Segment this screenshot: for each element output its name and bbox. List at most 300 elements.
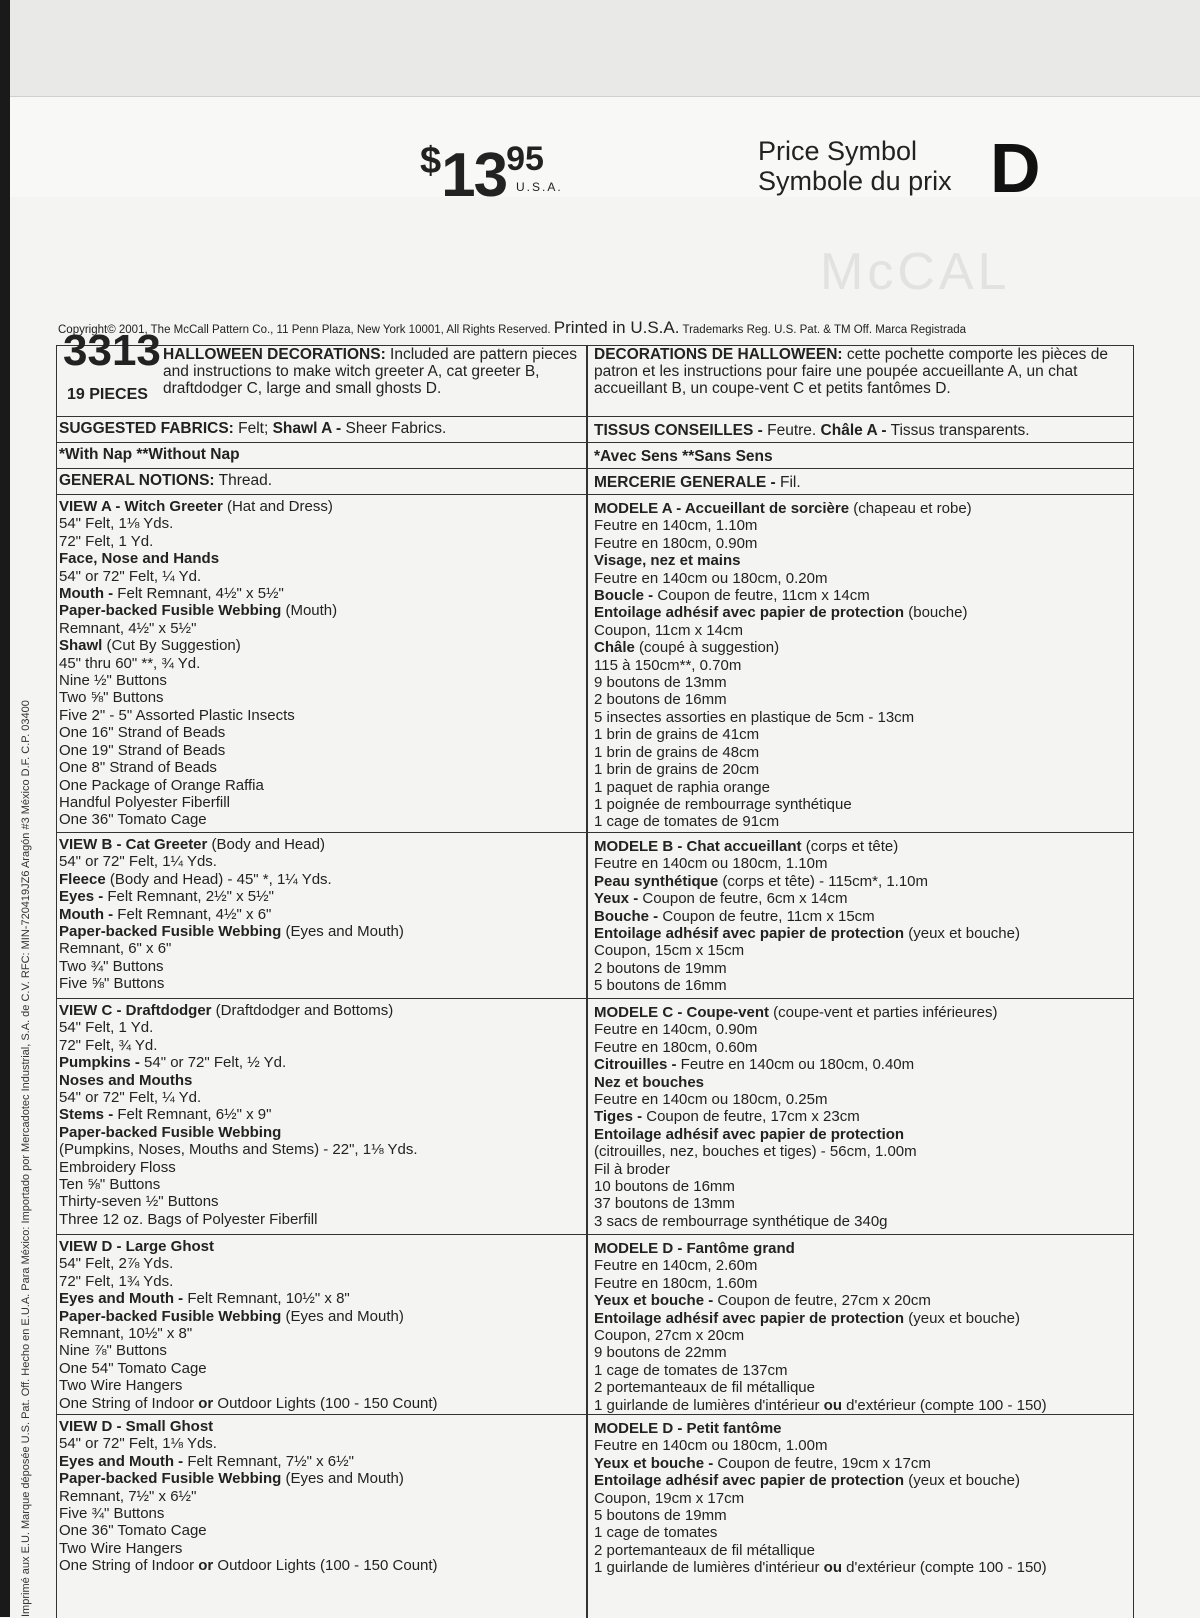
requirement-text: 5 boutons de 16mm xyxy=(594,977,727,995)
requirement-line xyxy=(594,1091,1129,1108)
requirement-line xyxy=(594,873,1129,890)
requirement-line xyxy=(59,1273,579,1290)
requirement-text: (coupé à suggestion) xyxy=(634,639,780,657)
requirement-bold: MODELE C - Coupe-vent xyxy=(594,1004,769,1021)
requirement-line xyxy=(594,1420,1129,1437)
requirement-bold: Citrouilles - xyxy=(594,1056,677,1074)
requirement-bold: ou xyxy=(823,1559,842,1577)
requirement-line xyxy=(59,1540,579,1557)
notions-row xyxy=(57,468,1133,495)
requirement-text: (bouche) xyxy=(904,604,968,622)
view-d-small-en xyxy=(57,1418,579,1575)
requirement-text: 3 sacs de rembourrage synthétique de 340g xyxy=(594,1212,888,1230)
requirement-line xyxy=(59,689,579,706)
requirement-line xyxy=(59,533,579,550)
requirement-line xyxy=(59,1037,579,1054)
requirement-bold: VIEW B - Cat Greeter xyxy=(59,836,208,853)
requirement-line xyxy=(594,744,1129,761)
nap-en: *With Nap **Without Nap xyxy=(59,446,240,463)
requirement-text: 1 guirlande de lumières d'intérieur xyxy=(594,1559,824,1577)
requirement-line xyxy=(59,1019,579,1036)
requirement-line xyxy=(594,517,1129,534)
requirement-text: 72" Felt, 1 Yd. xyxy=(59,532,154,550)
requirement-line xyxy=(594,1161,1129,1178)
requirement-line xyxy=(59,1557,579,1574)
requirement-bold: Entoilage adhésif avec papier de protection xyxy=(594,1472,905,1490)
requirement-line xyxy=(594,1490,1129,1507)
header-body-fr: cette pochette comporte les pièces de patron et les instructions pour faire une poupée accueillante A, un chat accueillant B, un coupe-vent C et petits fantômes D. xyxy=(594,346,1108,397)
fabrics-en xyxy=(57,420,579,437)
requirement-line xyxy=(594,908,1129,925)
requirement-text: (Eyes and Mouth) xyxy=(281,923,404,941)
requirement-text: (Eyes and Mouth) xyxy=(281,1470,404,1488)
requirement-line xyxy=(59,1325,579,1342)
requirement-bold: Entoilage adhésif avec papier de protection xyxy=(594,1309,905,1327)
requirement-text: 45" thru 60" **, ¾ Yd. xyxy=(59,654,201,672)
requirement-line xyxy=(59,1054,579,1071)
price-tag xyxy=(420,140,563,211)
requirement-text: 1 paquet de raphia orange xyxy=(594,778,770,796)
requirement-text: 54" or 72" Felt, ¼ Yd. xyxy=(59,567,202,585)
requirement-text: (Body and Head) - 45" *, 1¼ Yds. xyxy=(105,870,332,888)
requirement-line xyxy=(594,657,1129,674)
requirement-line xyxy=(59,1377,579,1394)
requirement-text: Outdoor Lights (100 - 150 Count) xyxy=(213,1557,438,1575)
price-symbol-en: Price Symbol xyxy=(758,136,918,166)
requirement-text: Feutre en 140cm ou 180cm, 0.40m xyxy=(676,1056,915,1074)
show-through-logo: McCAL xyxy=(820,243,1011,301)
requirement-text: 1 cage de tomates xyxy=(594,1524,718,1542)
requirement-bold: Peau synthétique xyxy=(594,872,719,890)
requirement-text: (citrouilles, nez, bouches et tiges) - 56cm, 1.00m xyxy=(594,1143,917,1161)
requirement-line xyxy=(59,759,579,776)
requirement-bold: VIEW A - Witch Greeter xyxy=(59,498,223,515)
requirement-line xyxy=(59,585,579,602)
price-country: U.S.A. xyxy=(516,180,563,194)
requirement-line xyxy=(594,1397,1129,1414)
requirement-line xyxy=(594,1039,1129,1056)
requirement-line xyxy=(59,1453,579,1470)
requirement-line xyxy=(59,1211,579,1228)
scan-edge xyxy=(0,0,10,1617)
requirement-bold: Entoilage adhésif avec papier de protection xyxy=(594,1125,905,1143)
requirement-text: One String of Indoor xyxy=(59,1557,199,1575)
requirement-line xyxy=(59,1360,579,1377)
requirement-bold: Noses and Mouths xyxy=(59,1071,193,1089)
requirement-line xyxy=(59,1488,579,1505)
requirement-text: Nine ⅞" Buttons xyxy=(59,1342,167,1360)
requirement-text: (corps et tête) - 115cm*, 1.10m xyxy=(718,872,929,890)
pattern-number: 3313 xyxy=(63,326,161,375)
requirement-line xyxy=(59,1308,579,1325)
requirement-line xyxy=(594,1240,1129,1257)
requirement-text: One 19" Strand of Beads xyxy=(59,741,226,759)
requirement-bold: Mouth - xyxy=(59,585,114,603)
requirement-text: (Cut By Suggestion) xyxy=(102,637,241,655)
requirement-text: Remnant, 10½" x 8" xyxy=(59,1325,193,1343)
requirement-bold: VIEW C - Draftdodger xyxy=(59,1002,212,1019)
requirement-line xyxy=(594,1379,1129,1396)
requirement-bold: Paper-backed Fusible Webbing xyxy=(59,1307,282,1325)
requirement-line xyxy=(59,1089,579,1106)
requirement-text: 54" or 72" Felt, ½ Yd. xyxy=(139,1054,287,1072)
requirement-line xyxy=(594,1074,1129,1091)
price-symbol-fr: Symbole du prix xyxy=(758,166,952,196)
requirement-bold: Paper-backed Fusible Webbing xyxy=(59,1123,282,1141)
requirement-text: Coupon de feutre, 11cm x 15cm xyxy=(658,907,875,925)
requirement-line xyxy=(59,871,579,888)
shawl-label-fr: Châle A - xyxy=(820,422,887,439)
requirement-bold: Pumpkins - xyxy=(59,1054,140,1072)
requirement-text: 2 portemanteaux de fil métallique xyxy=(594,1379,815,1397)
requirement-bold: Fleece xyxy=(59,870,106,888)
requirement-bold: Mouth - xyxy=(59,905,114,923)
requirement-line xyxy=(59,1395,579,1412)
requirement-line xyxy=(594,1455,1129,1472)
nap-row xyxy=(57,442,1133,469)
requirement-line xyxy=(594,1004,1129,1021)
requirement-text: 1 poignée de rembourrage synthétique xyxy=(594,795,852,813)
requirement-line xyxy=(59,923,579,940)
requirement-line xyxy=(59,655,579,672)
requirement-bold: Eyes - xyxy=(59,888,104,906)
requirement-text: 37 boutons de 13mm xyxy=(594,1195,735,1213)
requirement-text: Ten ⅝" Buttons xyxy=(59,1176,161,1194)
requirement-line xyxy=(59,742,579,759)
requirement-text: Thirty-seven ½" Buttons xyxy=(59,1193,219,1211)
printed-in: Printed in U.S.A. xyxy=(553,318,680,337)
requirement-text: 1 cage de tomates de 137cm xyxy=(594,1361,788,1379)
requirement-line xyxy=(594,709,1129,726)
requirement-text: Coupon, 11cm x 14cm xyxy=(594,621,743,639)
requirement-text: Feutre en 140cm ou 180cm, 0.25m xyxy=(594,1091,828,1109)
requirement-text: (Draftdodger and Bottoms) xyxy=(211,1002,394,1019)
requirement-text: (yeux et bouche) xyxy=(904,1309,1020,1327)
requirement-line xyxy=(59,940,579,957)
requirement-text: (Body and Head) xyxy=(207,836,325,853)
requirement-line xyxy=(59,515,579,532)
requirement-text: (Pumpkins, Noses, Mouths and Stems) - 22", 1⅛ Yds. xyxy=(59,1141,418,1159)
requirement-text: Coupon de feutre, 6cm x 14cm xyxy=(638,890,848,908)
price-cents: 95 xyxy=(506,140,544,178)
requirement-line xyxy=(59,1176,579,1193)
requirement-line xyxy=(594,1126,1129,1143)
view-d-small-fr xyxy=(594,1420,1129,1577)
requirement-line xyxy=(594,535,1129,552)
requirement-text: (coupe-vent et parties inférieures) xyxy=(769,1004,998,1021)
price-currency: $ xyxy=(420,140,442,182)
requirement-text: Nine ½" Buttons xyxy=(59,672,167,690)
requirement-line xyxy=(59,672,579,689)
header-fr xyxy=(594,346,1129,397)
requirement-text: One 36" Tomato Cage xyxy=(59,811,207,829)
requirement-text: Two ¾" Buttons xyxy=(59,957,164,975)
requirement-text: One 8" Strand of Beads xyxy=(59,759,217,777)
requirement-text: 115 à 150cm**, 0.70m xyxy=(594,656,742,674)
requirement-text: Feutre en 140cm, 2.60m xyxy=(594,1257,758,1275)
requirement-line xyxy=(594,639,1129,656)
requirement-bold: Shawl xyxy=(59,637,103,655)
shawl-value-en: Sheer Fabrics. xyxy=(341,420,447,437)
requirement-text: Coupon, 27cm x 20cm xyxy=(594,1327,745,1345)
requirement-line xyxy=(59,724,579,741)
requirement-line xyxy=(59,1435,579,1452)
requirement-line xyxy=(594,890,1129,907)
requirement-line xyxy=(594,813,1129,830)
requirement-text: Remnant, 7½" x 6½" xyxy=(59,1487,197,1505)
requirement-text: Two Wire Hangers xyxy=(59,1539,183,1557)
shawl-value-fr: Tissus transparents. xyxy=(886,422,1030,439)
requirement-bold: Paper-backed Fusible Webbing xyxy=(59,923,282,941)
requirement-text: Fil à broder xyxy=(594,1160,670,1178)
price-dollars: 13 xyxy=(441,141,507,210)
header-body-en: Included are pattern pieces and instructions to make witch greeter A, cat greeter B, draftdodger C, large and small ghosts D. xyxy=(163,346,578,397)
requirement-line xyxy=(594,726,1129,743)
requirement-line xyxy=(59,1470,579,1487)
requirement-bold: Paper-backed Fusible Webbing xyxy=(59,602,282,620)
requirement-text: Felt Remnant, 7½" x 6½" xyxy=(183,1452,354,1470)
requirement-line xyxy=(594,855,1129,872)
requirement-text: One 16" Strand of Beads xyxy=(59,724,226,742)
requirement-text: Two Wire Hangers xyxy=(59,1377,183,1395)
requirement-line xyxy=(59,707,579,724)
view-d-large-row xyxy=(57,1234,1133,1415)
requirement-text: 2 boutons de 16mm xyxy=(594,691,727,709)
requirement-line xyxy=(59,1106,579,1123)
requirement-text: Feutre en 140cm ou 180cm, 1.10m xyxy=(594,855,828,873)
requirement-text: 9 boutons de 22mm xyxy=(594,1344,727,1362)
fabrics-label-fr: TISSUS CONSEILLES - xyxy=(594,422,763,439)
view-b-fr xyxy=(594,838,1129,995)
requirement-line xyxy=(594,1275,1129,1292)
requirement-line xyxy=(59,853,579,870)
requirement-bold: Nez et bouches xyxy=(594,1073,705,1091)
notions-label-en: GENERAL NOTIONS: xyxy=(59,472,215,489)
requirement-text: Felt Remnant, 10½" x 8" xyxy=(183,1290,350,1308)
view-a-fr xyxy=(594,500,1129,831)
requirement-line xyxy=(59,1342,579,1359)
requirement-line xyxy=(59,777,579,794)
requirement-text: 5 boutons de 19mm xyxy=(594,1507,727,1525)
view-c-fr xyxy=(594,1004,1129,1230)
requirement-text: 9 boutons de 13mm xyxy=(594,674,727,692)
view-d-small-row xyxy=(57,1414,1133,1618)
requirement-bold: Visage, nez et mains xyxy=(594,552,741,570)
requirement-text: Feutre en 180cm, 1.60m xyxy=(594,1274,758,1292)
requirement-bold: Yeux - xyxy=(594,890,639,908)
requirement-line xyxy=(59,550,579,567)
requirement-text: Five ⅝" Buttons xyxy=(59,975,165,993)
requirement-line xyxy=(594,500,1129,517)
requirement-line xyxy=(594,1178,1129,1195)
requirement-text: 54" or 72" Felt, ¼ Yd. xyxy=(59,1089,202,1107)
requirement-text: Handful Polyester Fiberfill xyxy=(59,793,230,811)
requirement-text: Two ⅝" Buttons xyxy=(59,689,164,707)
requirement-text: Felt Remnant, 4½" x 6" xyxy=(113,905,272,923)
requirement-text: Felt Remnant, 2½" x 5½" xyxy=(103,888,274,906)
requirement-text: Embroidery Floss xyxy=(59,1158,176,1176)
copyright-text: Copyright© 2001, The McCall Pattern Co., 11 Penn Plaza, New York 10001, All Rights Reserved. xyxy=(58,324,551,336)
requirement-text: One 36" Tomato Cage xyxy=(59,1522,207,1540)
requirement-line xyxy=(594,1559,1129,1576)
requirement-line xyxy=(594,1437,1129,1454)
requirement-line xyxy=(594,604,1129,621)
requirement-bold: Boucle - xyxy=(594,587,654,605)
requirement-line xyxy=(594,925,1129,942)
requirement-text: 72" Felt, ¾ Yd. xyxy=(59,1036,158,1054)
requirement-bold: Eyes and Mouth - xyxy=(59,1290,184,1308)
requirement-text: d'extérieur (compte 100 - 150) xyxy=(842,1559,1047,1577)
requirement-bold: Eyes and Mouth - xyxy=(59,1452,184,1470)
requirement-line xyxy=(59,1124,579,1141)
requirement-text: Coupon, 19cm x 17cm xyxy=(594,1489,745,1507)
requirement-text: 54" or 72" Felt, 1¼ Yds. xyxy=(59,853,217,871)
requirement-line xyxy=(59,1238,579,1255)
requirement-bold: Châle xyxy=(594,639,635,657)
requirement-line xyxy=(59,1290,579,1307)
requirement-bold: MODELE D - Petit fantôme xyxy=(594,1420,782,1437)
notions-en xyxy=(57,472,579,489)
requirement-text: One Package of Orange Raffia xyxy=(59,776,264,794)
notions-value-en: Thread. xyxy=(214,472,273,489)
requirement-line xyxy=(59,1418,579,1435)
requirement-line xyxy=(594,1257,1129,1274)
requirement-line xyxy=(594,838,1129,855)
requirement-bold: VIEW D - Large Ghost xyxy=(59,1238,215,1255)
requirement-line xyxy=(594,1507,1129,1524)
requirement-line xyxy=(594,1021,1129,1038)
requirement-text: (corps et tête) xyxy=(801,838,899,855)
requirement-line xyxy=(594,1143,1129,1160)
fabrics-label-en: SUGGESTED FABRICS: xyxy=(59,420,234,437)
requirement-text: d'extérieur (compte 100 - 150) xyxy=(842,1396,1047,1414)
requirement-text: (Mouth) xyxy=(281,602,338,620)
requirement-text: Coupon de feutre, 11cm x 14cm xyxy=(653,587,870,605)
requirement-bold: ou xyxy=(823,1396,842,1414)
fabrics-fr xyxy=(594,422,1129,439)
requirement-text: 54" Felt, 2⅞ Yds. xyxy=(59,1255,174,1273)
copyright-line xyxy=(58,318,966,338)
requirement-line xyxy=(594,674,1129,691)
notions-fr xyxy=(594,474,1129,491)
requirement-bold: Entoilage adhésif avec papier de protection xyxy=(594,925,905,943)
view-c-row xyxy=(57,998,1133,1235)
requirement-line xyxy=(594,622,1129,639)
view-d-large-en xyxy=(57,1238,579,1412)
requirement-text: 54" Felt, 1 Yd. xyxy=(59,1019,154,1037)
view-a-row xyxy=(57,494,1133,833)
requirement-line xyxy=(59,1072,579,1089)
notions-label-fr: MERCERIE GENERALE - xyxy=(594,474,776,491)
requirement-text: Outdoor Lights (100 - 150 Count) xyxy=(213,1394,438,1412)
requirement-text: 1 guirlande de lumières d'intérieur xyxy=(594,1396,824,1414)
requirement-text: 1 brin de grains de 48cm xyxy=(594,743,760,761)
requirement-line xyxy=(594,552,1129,569)
requirement-line xyxy=(594,1310,1129,1327)
requirement-text: 1 brin de grains de 41cm xyxy=(594,726,760,744)
requirement-bold: Entoilage adhésif avec papier de protection xyxy=(594,604,905,622)
requirement-line xyxy=(59,620,579,637)
requirement-line xyxy=(594,1362,1129,1379)
requirement-line xyxy=(59,836,579,853)
price-symbol-label xyxy=(758,136,952,196)
requirement-line xyxy=(594,1344,1129,1361)
requirement-text: 2 boutons de 19mm xyxy=(594,959,727,977)
requirement-text: Feutre en 140cm, 1.10m xyxy=(594,517,758,535)
requirement-bold: MODELE D - Fantôme grand xyxy=(594,1240,795,1257)
requirement-line xyxy=(594,1056,1129,1073)
requirement-line xyxy=(594,977,1129,994)
requirement-text: (yeux et bouche) xyxy=(904,925,1020,943)
requirement-text: (Hat and Dress) xyxy=(222,498,333,515)
requirement-bold: Yeux et bouche - xyxy=(594,1454,714,1472)
requirement-text: Feutre en 140cm ou 180cm, 1.00m xyxy=(594,1437,828,1455)
requirement-text: Five ¾" Buttons xyxy=(59,1505,165,1523)
fabrics-value-en: Felt; xyxy=(233,420,273,437)
requirement-line xyxy=(594,1327,1129,1344)
notions-value-fr: Fil. xyxy=(775,474,801,491)
requirement-line xyxy=(594,960,1129,977)
requirement-bold: VIEW D - Small Ghost xyxy=(59,1418,214,1435)
requirement-line xyxy=(594,1542,1129,1559)
requirement-line xyxy=(59,906,579,923)
requirement-text: Feutre en 180cm, 0.60m xyxy=(594,1038,758,1056)
requirement-line xyxy=(594,1292,1129,1309)
requirement-line xyxy=(594,587,1129,604)
requirement-line xyxy=(59,1255,579,1272)
requirement-bold: Yeux et bouche - xyxy=(594,1292,714,1310)
requirement-text: Remnant, 6" x 6" xyxy=(59,940,172,958)
requirement-line xyxy=(59,1522,579,1539)
view-b-row xyxy=(57,832,1133,999)
requirement-text: 10 boutons de 16mm xyxy=(594,1178,735,1196)
requirement-text: Feutre en 140cm, 0.90m xyxy=(594,1021,758,1039)
requirement-line xyxy=(59,888,579,905)
requirement-line xyxy=(594,942,1129,959)
trademark-text: Trademarks Reg. U.S. Pat. & TM Off. Marca Registrada xyxy=(682,324,967,336)
requirement-text: 5 insectes assorties en plastique de 5cm - 13cm xyxy=(594,708,915,726)
requirement-line xyxy=(594,691,1129,708)
requirement-text: (yeux et bouche) xyxy=(904,1472,1020,1490)
requirement-text: 1 brin de grains de 20cm xyxy=(594,761,760,779)
piece-count: 19 PIECES xyxy=(67,386,148,403)
requirement-line xyxy=(59,1002,579,1019)
requirement-text: Felt Remnant, 6½" x 9" xyxy=(113,1106,272,1124)
view-c-en xyxy=(57,1002,579,1228)
requirement-line xyxy=(59,1193,579,1210)
requirement-text: Coupon de feutre, 19cm x 17cm xyxy=(713,1454,931,1472)
requirement-line xyxy=(59,975,579,992)
requirement-text: 54" or 72" Felt, 1⅛ Yds. xyxy=(59,1435,217,1453)
requirement-line xyxy=(59,1159,579,1176)
requirement-line xyxy=(59,637,579,654)
requirement-text: 1 cage de tomates de 91cm xyxy=(594,813,780,831)
requirement-text: Coupon de feutre, 17cm x 23cm xyxy=(642,1108,860,1126)
requirement-line xyxy=(594,570,1129,587)
requirement-text: Coupon de feutre, 27cm x 20cm xyxy=(713,1292,931,1310)
requirement-text: One 54" Tomato Cage xyxy=(59,1359,207,1377)
requirement-text: One String of Indoor xyxy=(59,1394,199,1412)
requirement-bold: Stems - xyxy=(59,1106,114,1124)
view-b-en xyxy=(57,836,579,993)
requirement-bold: or xyxy=(198,1394,214,1412)
requirement-text: Felt Remnant, 4½" x 5½" xyxy=(113,585,284,603)
requirement-line xyxy=(594,779,1129,796)
requirement-text: 54" Felt, 1⅛ Yds. xyxy=(59,515,174,533)
shawl-label-en: Shawl A - xyxy=(272,420,342,437)
requirement-line xyxy=(594,1108,1129,1125)
requirement-text: Feutre en 140cm ou 180cm, 0.20m xyxy=(594,569,828,587)
